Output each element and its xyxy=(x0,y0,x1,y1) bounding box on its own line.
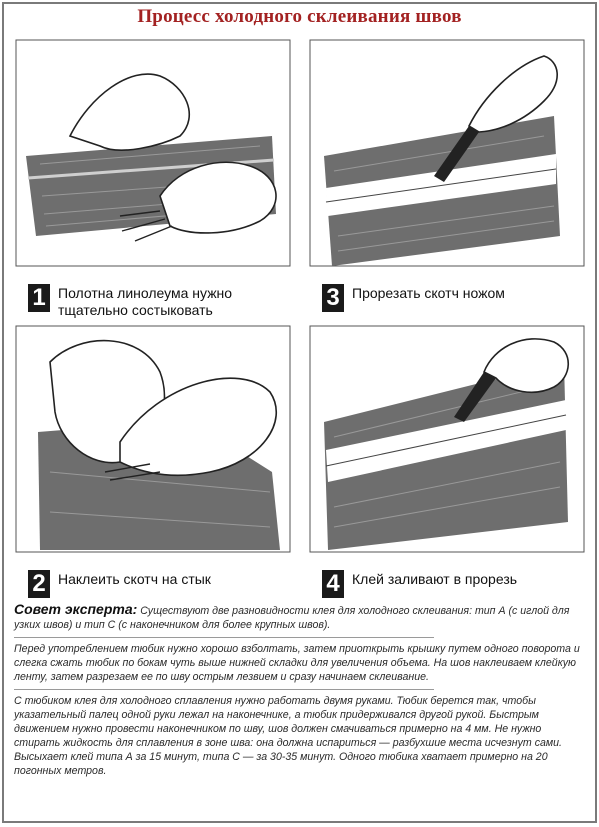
step-1-number: 1 xyxy=(28,284,50,312)
step-2-panel xyxy=(10,322,296,597)
step-1-text: Полотна линолеума нужно тщательно состыковать xyxy=(58,285,233,318)
step-2-text: Наклеить скотч на стык xyxy=(58,571,211,587)
step-2-illustration xyxy=(10,322,296,592)
page-title: Процесс холодного склеивания швов xyxy=(137,6,462,27)
step-4-number: 4 xyxy=(322,570,344,598)
advice-paragraph-1: Существуют две разновидности клея для холодного склеивания: тип А (с иглой для узких швов) и тип С (с наконечником для более крупных швов). xyxy=(14,605,570,631)
advice-paragraph-2: Перед употреблением тюбик нужно хорошо взболтать, затем приоткрыть крышку путем одного поворота и слегка сжать тюбик по бокам чуть выше нижней складки для увеличения объема. На шов наклеиваем клейкую ленту, затем разрезаем ее по шву острым лезвием и сразу начинаем склеивание. xyxy=(14,643,580,683)
step-3-caption xyxy=(322,284,505,312)
step-4-panel xyxy=(304,322,590,597)
step-3-panel xyxy=(304,36,590,311)
step-4-caption xyxy=(322,570,517,598)
step-3-text: Прорезать скотч ножом xyxy=(352,285,505,301)
step-3-number: 3 xyxy=(322,284,344,312)
expert-advice xyxy=(14,602,589,783)
step-1-illustration xyxy=(10,36,296,306)
step-1-caption xyxy=(28,284,232,319)
advice-paragraph-3: С тюбиком клея для холодного сплавления нужно работать двумя руками. Тюбик берется так, чтобы указательный палец одной руки лежал на наконечнике, а тюбик придерживался другой рукой. Быстрым движением нужно провести наконечником по шву, шов должен смачиваться примерно на 4 мм. Не нужно стирать жидкость для сплавления в зоне шва: она должна испариться — разбухшие места исчезнут сами. Высыхает клей типа А за 15 минут, типа С — за 30-35 минут. Одного тюбика хватает примерно на 20 погонных метров. xyxy=(14,695,562,777)
divider xyxy=(14,689,434,690)
step-2-caption xyxy=(28,570,211,598)
step-4-illustration xyxy=(304,322,590,592)
step-2-number: 2 xyxy=(28,570,50,598)
divider xyxy=(14,637,434,638)
step-1-panel xyxy=(10,36,296,318)
page xyxy=(2,2,597,823)
advice-lead: Совет эксперта: xyxy=(14,601,138,617)
step-3-illustration xyxy=(304,36,590,306)
step-4-text: Клей заливают в прорезь xyxy=(352,571,518,587)
advice-intro xyxy=(14,602,589,632)
